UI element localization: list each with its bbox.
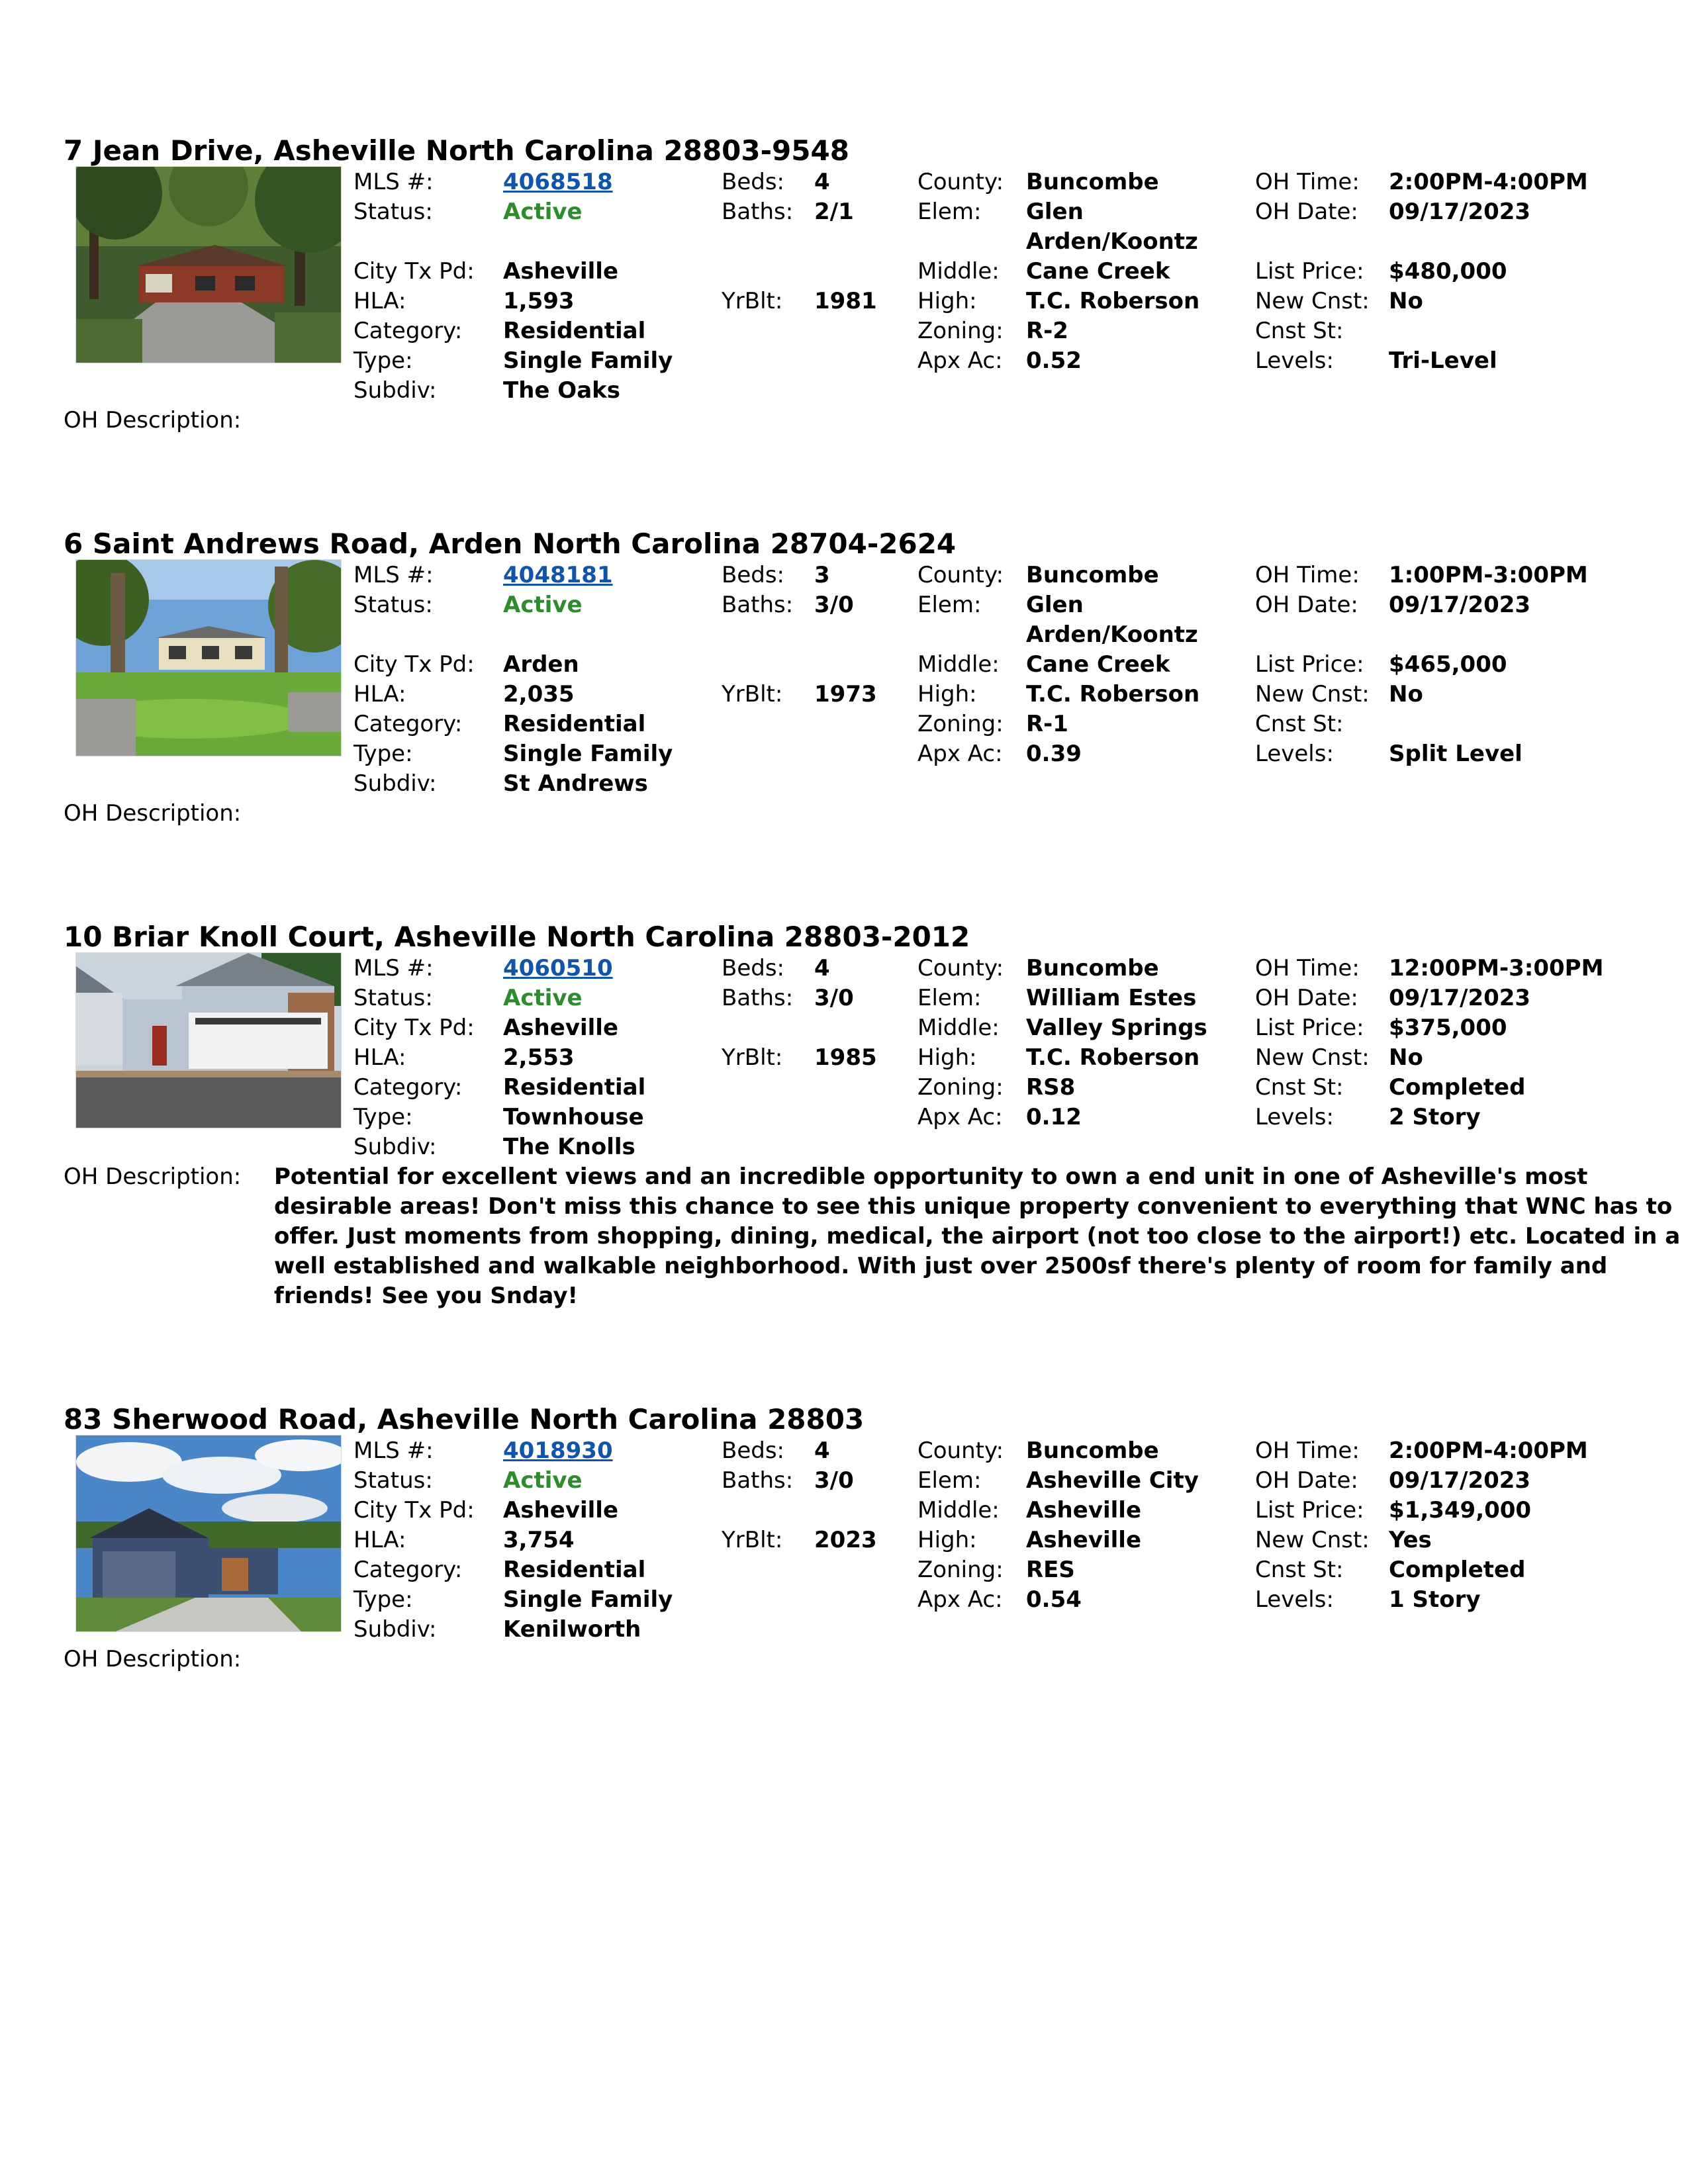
hla-value: 3,754	[503, 1527, 575, 1553]
levels-label: Levels:	[1255, 1104, 1334, 1130]
high-value: T.C. Roberson	[1026, 288, 1200, 314]
levels-label: Levels:	[1255, 1586, 1334, 1613]
mls-number-link[interactable]: 4068518	[503, 169, 613, 195]
zoning-value: R-2	[1026, 318, 1068, 344]
status-value: Active	[503, 985, 583, 1011]
cnstst-label: Cnst St:	[1255, 1074, 1344, 1101]
levels-value: 2 Story	[1389, 1104, 1481, 1130]
oh-description-label: OH Description:	[64, 800, 242, 827]
ohdate-value: 09/17/2023	[1389, 199, 1531, 225]
apxac-label: Apx Ac:	[917, 1586, 1003, 1613]
apxac-label: Apx Ac:	[917, 1104, 1003, 1130]
city-label: City Tx Pd:	[353, 1015, 475, 1041]
listing-photo[interactable]	[75, 1435, 342, 1632]
zoning-value: RES	[1026, 1557, 1075, 1583]
yrblt-value: 2023	[814, 1527, 877, 1553]
listing-address: 7 Jean Drive, Asheville North Carolina 28803-9548	[64, 134, 849, 167]
zoning-label: Zoning:	[917, 1074, 1004, 1101]
hla-value: 2,035	[503, 681, 575, 707]
high-label: High:	[917, 1527, 977, 1553]
hla-label: HLA:	[353, 1044, 406, 1071]
listprice-label: List Price:	[1255, 1497, 1364, 1524]
newcnst-label: New Cnst:	[1255, 1044, 1370, 1071]
subdiv-value: The Oaks	[503, 377, 620, 404]
middle-label: Middle:	[917, 1497, 1000, 1524]
ohdate-label: OH Date:	[1255, 199, 1358, 225]
ohdate-value: 09/17/2023	[1389, 592, 1531, 618]
ohtime-label: OH Time:	[1255, 1437, 1360, 1464]
baths-label: Baths:	[722, 199, 794, 225]
oh-description-label: OH Description:	[64, 1163, 242, 1190]
subdiv-label: Subdiv:	[353, 770, 437, 797]
mls-label: MLS #:	[353, 169, 434, 195]
ohtime-value: 12:00PM-3:00PM	[1389, 955, 1604, 981]
type-label: Type:	[353, 1586, 413, 1613]
baths-label: Baths:	[722, 592, 794, 618]
levels-value: 1 Story	[1389, 1586, 1481, 1613]
beds-label: Beds:	[722, 169, 784, 195]
yrblt-label: YrBlt:	[722, 1527, 783, 1553]
city-value: Arden	[503, 651, 579, 678]
levels-value: Split Level	[1389, 741, 1523, 767]
category-label: Category:	[353, 1074, 463, 1101]
status-value: Active	[503, 1467, 583, 1494]
type-label: Type:	[353, 1104, 413, 1130]
type-label: Type:	[353, 347, 413, 374]
county-value: Buncombe	[1026, 955, 1159, 981]
cnstst-label: Cnst St:	[1255, 711, 1344, 737]
hla-label: HLA:	[353, 1527, 406, 1553]
elem-value-line1: Asheville City	[1026, 1467, 1199, 1494]
subdiv-label: Subdiv:	[353, 377, 437, 404]
category-label: Category:	[353, 318, 463, 344]
category-value: Residential	[503, 1074, 646, 1101]
apxac-label: Apx Ac:	[917, 741, 1003, 767]
cnstst-label: Cnst St:	[1255, 318, 1344, 344]
city-label: City Tx Pd:	[353, 651, 475, 678]
category-label: Category:	[353, 711, 463, 737]
newcnst-value: Yes	[1389, 1527, 1432, 1553]
mls-number-link[interactable]: 4048181	[503, 562, 613, 588]
category-value: Residential	[503, 711, 646, 737]
mls-label: MLS #:	[353, 955, 434, 981]
listing-photo[interactable]	[75, 559, 342, 756]
middle-value: Valley Springs	[1026, 1015, 1207, 1041]
elem-value-line2: Arden/Koontz	[1026, 228, 1198, 255]
middle-value: Cane Creek	[1026, 651, 1170, 678]
city-label: City Tx Pd:	[353, 1497, 475, 1524]
listing-photo[interactable]	[75, 952, 342, 1128]
status-value: Active	[503, 199, 583, 225]
ohdate-label: OH Date:	[1255, 1467, 1358, 1494]
listprice-value: $375,000	[1389, 1015, 1507, 1041]
apxac-value: 0.52	[1026, 347, 1082, 374]
yrblt-label: YrBlt:	[722, 1044, 783, 1071]
hla-label: HLA:	[353, 681, 406, 707]
county-value: Buncombe	[1026, 169, 1159, 195]
zoning-label: Zoning:	[917, 1557, 1004, 1583]
ohtime-value: 2:00PM-4:00PM	[1389, 1437, 1588, 1464]
type-value: Single Family	[503, 347, 673, 374]
subdiv-value: Kenilworth	[503, 1616, 641, 1643]
house-photo-icon	[76, 560, 341, 756]
baths-value: 2/1	[814, 199, 854, 225]
listing-photo[interactable]	[75, 166, 342, 363]
ohtime-label: OH Time:	[1255, 562, 1360, 588]
newcnst-label: New Cnst:	[1255, 1527, 1370, 1553]
city-label: City Tx Pd:	[353, 258, 475, 285]
listprice-value: $480,000	[1389, 258, 1507, 285]
mls-label: MLS #:	[353, 1437, 434, 1464]
zoning-label: Zoning:	[917, 711, 1004, 737]
newcnst-label: New Cnst:	[1255, 681, 1370, 707]
beds-label: Beds:	[722, 1437, 784, 1464]
yrblt-value: 1985	[814, 1044, 877, 1071]
high-value: Asheville	[1026, 1527, 1142, 1553]
beds-label: Beds:	[722, 562, 784, 588]
listing-address: 83 Sherwood Road, Asheville North Carolina 28803	[64, 1403, 865, 1435]
ohdate-value: 09/17/2023	[1389, 985, 1531, 1011]
baths-label: Baths:	[722, 1467, 794, 1494]
ohdate-value: 09/17/2023	[1389, 1467, 1531, 1494]
zoning-value: RS8	[1026, 1074, 1076, 1101]
oh-description-text: Potential for excellent views and an incredible opportunity to own a end unit in one of Asheville's most desirable areas! Don't miss this chance to see this unique property convenient to everything that WNC has to offer. Just moments from shopping, dining, medical, the airport (not too close to the airport!) etc. Located in a well established and walkable neighborhood. With just over 2500sf there's plenty of room for family and friends! See you Snday!	[274, 1163, 1681, 1309]
hla-value: 2,553	[503, 1044, 575, 1071]
status-value: Active	[503, 592, 583, 618]
ohtime-value: 2:00PM-4:00PM	[1389, 169, 1588, 195]
subdiv-value: The Knolls	[503, 1134, 635, 1160]
apxac-value: 0.12	[1026, 1104, 1082, 1130]
levels-label: Levels:	[1255, 347, 1334, 374]
middle-label: Middle:	[917, 651, 1000, 678]
city-value: Asheville	[503, 1497, 619, 1524]
status-label: Status:	[353, 592, 433, 618]
county-label: County:	[917, 1437, 1004, 1464]
hla-label: HLA:	[353, 288, 406, 314]
subdiv-label: Subdiv:	[353, 1134, 437, 1160]
cnstst-value: Completed	[1389, 1557, 1526, 1583]
beds-value: 4	[814, 1437, 830, 1464]
beds-label: Beds:	[722, 955, 784, 981]
apxac-label: Apx Ac:	[917, 347, 1003, 374]
ohtime-value: 1:00PM-3:00PM	[1389, 562, 1588, 588]
county-label: County:	[917, 562, 1004, 588]
baths-value: 3/0	[814, 1467, 854, 1494]
yrblt-value: 1981	[814, 288, 877, 314]
zoning-label: Zoning:	[917, 318, 1004, 344]
listprice-label: List Price:	[1255, 258, 1364, 285]
county-value: Buncombe	[1026, 1437, 1159, 1464]
house-photo-icon	[76, 953, 341, 1128]
county-label: County:	[917, 955, 1004, 981]
elem-label: Elem:	[917, 1467, 982, 1494]
cnstst-value: Completed	[1389, 1074, 1526, 1101]
city-value: Asheville	[503, 1015, 619, 1041]
zoning-value: R-1	[1026, 711, 1068, 737]
high-value: T.C. Roberson	[1026, 1044, 1200, 1071]
house-photo-icon	[76, 167, 341, 363]
middle-label: Middle:	[917, 1015, 1000, 1041]
beds-value: 4	[814, 169, 830, 195]
type-label: Type:	[353, 741, 413, 767]
category-label: Category:	[353, 1557, 463, 1583]
elem-value-line2: Arden/Koontz	[1026, 621, 1198, 648]
newcnst-label: New Cnst:	[1255, 288, 1370, 314]
county-label: County:	[917, 169, 1004, 195]
hla-value: 1,593	[503, 288, 575, 314]
status-label: Status:	[353, 985, 433, 1011]
type-value: Single Family	[503, 1586, 673, 1613]
levels-value: Tri-Level	[1389, 347, 1497, 374]
oh-description-label: OH Description:	[64, 407, 242, 433]
subdiv-value: St Andrews	[503, 770, 648, 797]
type-value: Townhouse	[503, 1104, 644, 1130]
status-label: Status:	[353, 1467, 433, 1494]
newcnst-value: No	[1389, 1044, 1423, 1071]
middle-label: Middle:	[917, 258, 1000, 285]
cnstst-label: Cnst St:	[1255, 1557, 1344, 1583]
listprice-label: List Price:	[1255, 651, 1364, 678]
oh-description-label: OH Description:	[64, 1646, 242, 1672]
category-value: Residential	[503, 1557, 646, 1583]
apxac-value: 0.39	[1026, 741, 1082, 767]
ohtime-label: OH Time:	[1255, 955, 1360, 981]
newcnst-value: No	[1389, 681, 1423, 707]
high-label: High:	[917, 681, 977, 707]
elem-label: Elem:	[917, 199, 982, 225]
listing-address: 6 Saint Andrews Road, Arden North Carolina 28704-2624	[64, 527, 957, 560]
mls-number-link[interactable]: 4060510	[503, 955, 613, 981]
levels-label: Levels:	[1255, 741, 1334, 767]
listprice-label: List Price:	[1255, 1015, 1364, 1041]
elem-value-line1: Glen	[1026, 592, 1084, 618]
category-value: Residential	[503, 318, 646, 344]
type-value: Single Family	[503, 741, 673, 767]
ohdate-label: OH Date:	[1255, 592, 1358, 618]
high-label: High:	[917, 1044, 977, 1071]
beds-value: 4	[814, 955, 830, 981]
listprice-value: $465,000	[1389, 651, 1507, 678]
listprice-value: $1,349,000	[1389, 1497, 1532, 1524]
elem-value-line1: Glen	[1026, 199, 1084, 225]
elem-value-line1: William Estes	[1026, 985, 1197, 1011]
baths-value: 3/0	[814, 592, 854, 618]
house-photo-icon	[76, 1435, 341, 1631]
county-value: Buncombe	[1026, 562, 1159, 588]
listing-address: 10 Briar Knoll Court, Asheville North Carolina 28803-2012	[64, 921, 970, 953]
middle-value: Asheville	[1026, 1497, 1142, 1524]
yrblt-value: 1973	[814, 681, 877, 707]
newcnst-value: No	[1389, 288, 1423, 314]
apxac-value: 0.54	[1026, 1586, 1082, 1613]
city-value: Asheville	[503, 258, 619, 285]
elem-label: Elem:	[917, 592, 982, 618]
status-label: Status:	[353, 199, 433, 225]
yrblt-label: YrBlt:	[722, 681, 783, 707]
middle-value: Cane Creek	[1026, 258, 1170, 285]
high-value: T.C. Roberson	[1026, 681, 1200, 707]
baths-value: 3/0	[814, 985, 854, 1011]
yrblt-label: YrBlt:	[722, 288, 783, 314]
mls-number-link[interactable]: 4018930	[503, 1437, 613, 1464]
high-label: High:	[917, 288, 977, 314]
beds-value: 3	[814, 562, 830, 588]
ohtime-label: OH Time:	[1255, 169, 1360, 195]
mls-label: MLS #:	[353, 562, 434, 588]
elem-label: Elem:	[917, 985, 982, 1011]
ohdate-label: OH Date:	[1255, 985, 1358, 1011]
baths-label: Baths:	[722, 985, 794, 1011]
subdiv-label: Subdiv:	[353, 1616, 437, 1643]
